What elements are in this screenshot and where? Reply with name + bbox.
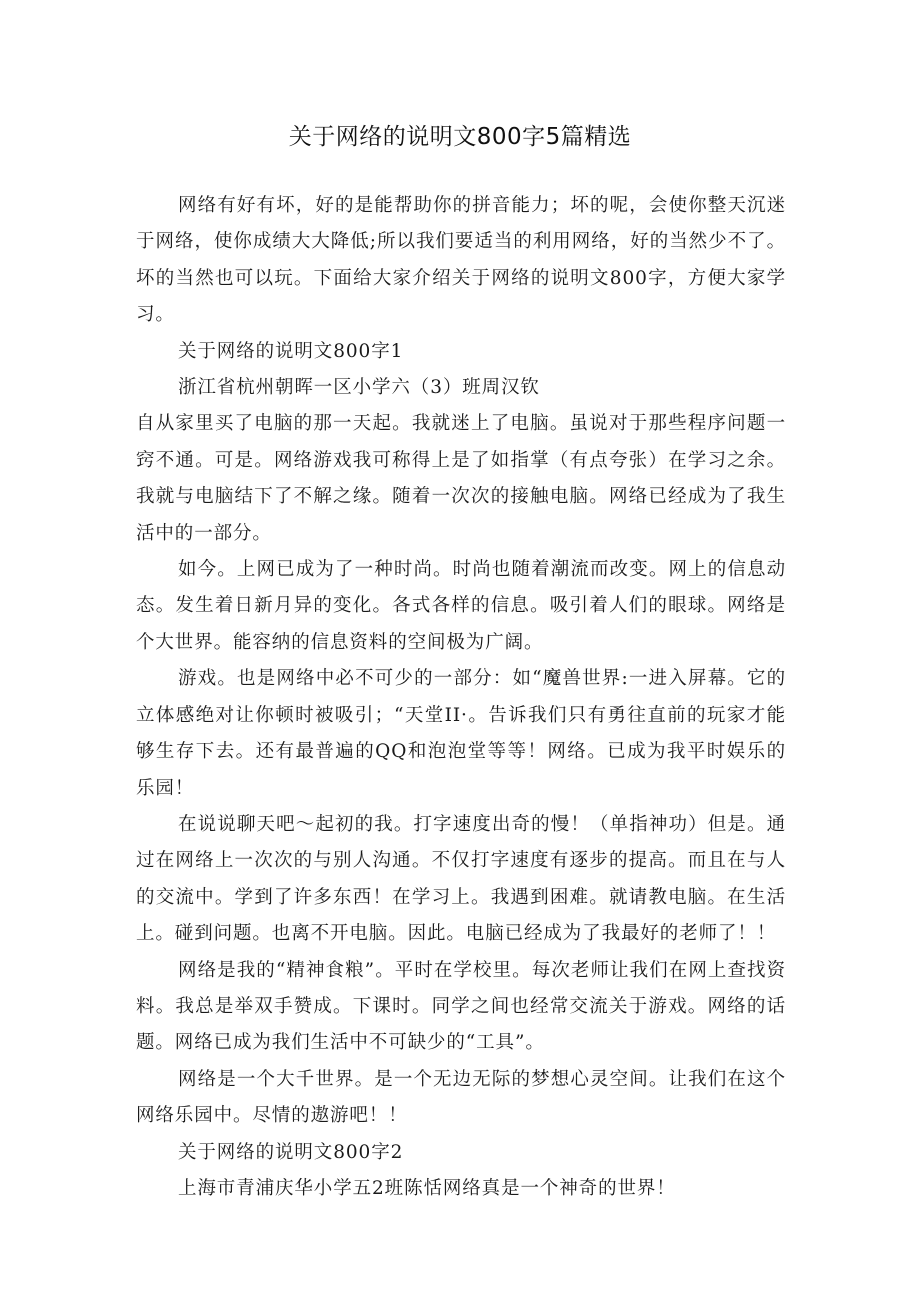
- section-heading-2: 关于网络的说明文800字2: [178, 1141, 404, 1163]
- author-line-2: 上海市青浦庆华小学五2班陈恬网络真是一个神奇的世界！: [178, 1177, 676, 1199]
- paragraph-intro: 网络有好有坏，好的是能帮助你的拼音能力；坏的呢，会使你整天沉迷于网络，使你成绩大大降低;所以我们要适当的利用网络，好的当然少不了。坏的当然也可以玩。下面给大家介绍关于网络的说明文800字，方便大家学习。: [136, 195, 786, 326]
- paragraph: 自从家里买了电脑的那一天起。我就迷上了电脑。虽说对于那些程序问题一窍不通。可是。网络游戏我可称得上是了如指掌（有点夸张）在学习之余。我就与电脑结下了不解之缘。随着一次次的接触电脑。网络已经成为了我生活中的一部分。: [136, 413, 786, 544]
- paragraph: 网络是一个大千世界。是一个无边无际的梦想心灵空间。让我们在这个网络乐园中。尽情的遨游吧！！: [136, 1068, 786, 1127]
- paragraph: 游戏。也是网络中必不可少的一部分：如“魔兽世界:一进入屏幕。它的立体感绝对让你顿时被吸引；“天堂II·。告诉我们只有勇往直前的玩家才能够生存下去。还有最普遍的QQ和泡泡堂等等！网络。已成为我平时娱乐的乐园！: [136, 668, 786, 799]
- paragraph: 在说说聊天吧～起初的我。打字速度出奇的慢！（单指神功）但是。通过在网络上一次次的与别人沟通。不仅打字速度有逐步的提高。而且在与人的交流中。学到了许多东西！在学习上。我遇到困难。就请教电脑。在生活上。碰到问题。也离不开电脑。因此。电脑已经成为了我最好的老师了！！: [136, 813, 786, 945]
- paragraph: 如今。上网已成为了一种时尚。时尚也随着潮流而改变。网上的信息动态。发生着日新月异的变化。各式各样的信息。吸引着人们的眼球。网络是个大世界。能容纳的信息资料的空间极为广阔。: [136, 559, 786, 653]
- paragraph: 网络是我的“精神食粮”。平时在学校里。每次老师让我们在网上查找资料。我总是举双手赞成。下课时。同学之间也经常交流关于游戏。网络的话题。网络已成为我们生活中不可缺少的“工具”。: [136, 959, 786, 1054]
- document-body: [136, 188, 786, 1207]
- section-heading-1: 关于网络的说明文800字1: [178, 340, 404, 362]
- author-line-1: 浙江省杭州朝晖一区小学六（3）班周汉钦: [178, 377, 540, 399]
- document-title: 关于网络的说明文800字5篇精选: [288, 124, 632, 150]
